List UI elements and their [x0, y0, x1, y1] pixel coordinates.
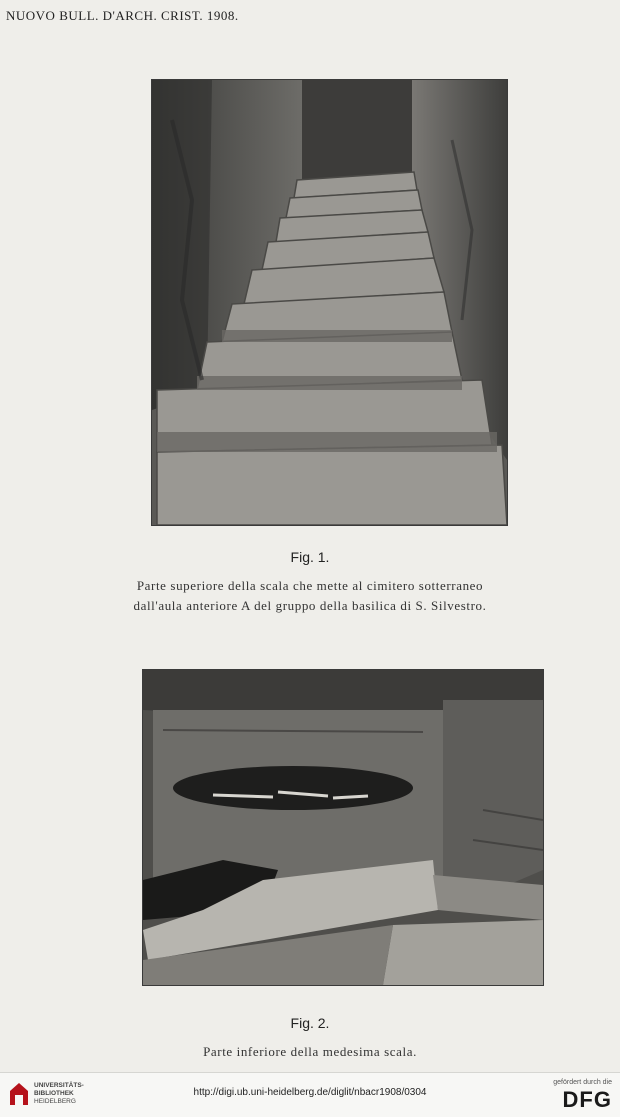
figure-1-label: Fig. 1.: [290, 549, 330, 565]
source-url-link[interactable]: http://digi.ub.uni-heidelberg.de/diglit/nbacr1908/0304: [193, 1087, 427, 1098]
library-name-line-2: BIBLIOTHEK: [34, 1090, 74, 1097]
figure-2-label: Fig. 2.: [290, 1015, 330, 1031]
library-name-line-3: HEIDELBERG: [34, 1098, 76, 1105]
figure-1-photo: [152, 80, 507, 525]
running-header: NUOVO BULL. D'ARCH. CRIST. 1908.: [6, 8, 239, 23]
figure-1-caption: [0, 576, 620, 616]
figure-1-caption-line-2: dall'aula anteriore A del gruppo della basilica di S. Silvestro.: [133, 598, 487, 613]
funded-by-text: gefördert durch die: [553, 1079, 612, 1086]
dfg-logo[interactable]: DFG: [562, 1087, 612, 1112]
figure-2-caption: Parte inferiore della medesima scala.: [203, 1044, 417, 1059]
figure-1-caption-line-1: Parte superiore della scala che mette al cimitero sotterraneo: [136, 578, 484, 593]
figure-2-photo: [143, 670, 543, 985]
digitization-footer: [0, 1072, 620, 1117]
library-name-line-1: UNIVERSITÄTS-: [34, 1082, 84, 1089]
